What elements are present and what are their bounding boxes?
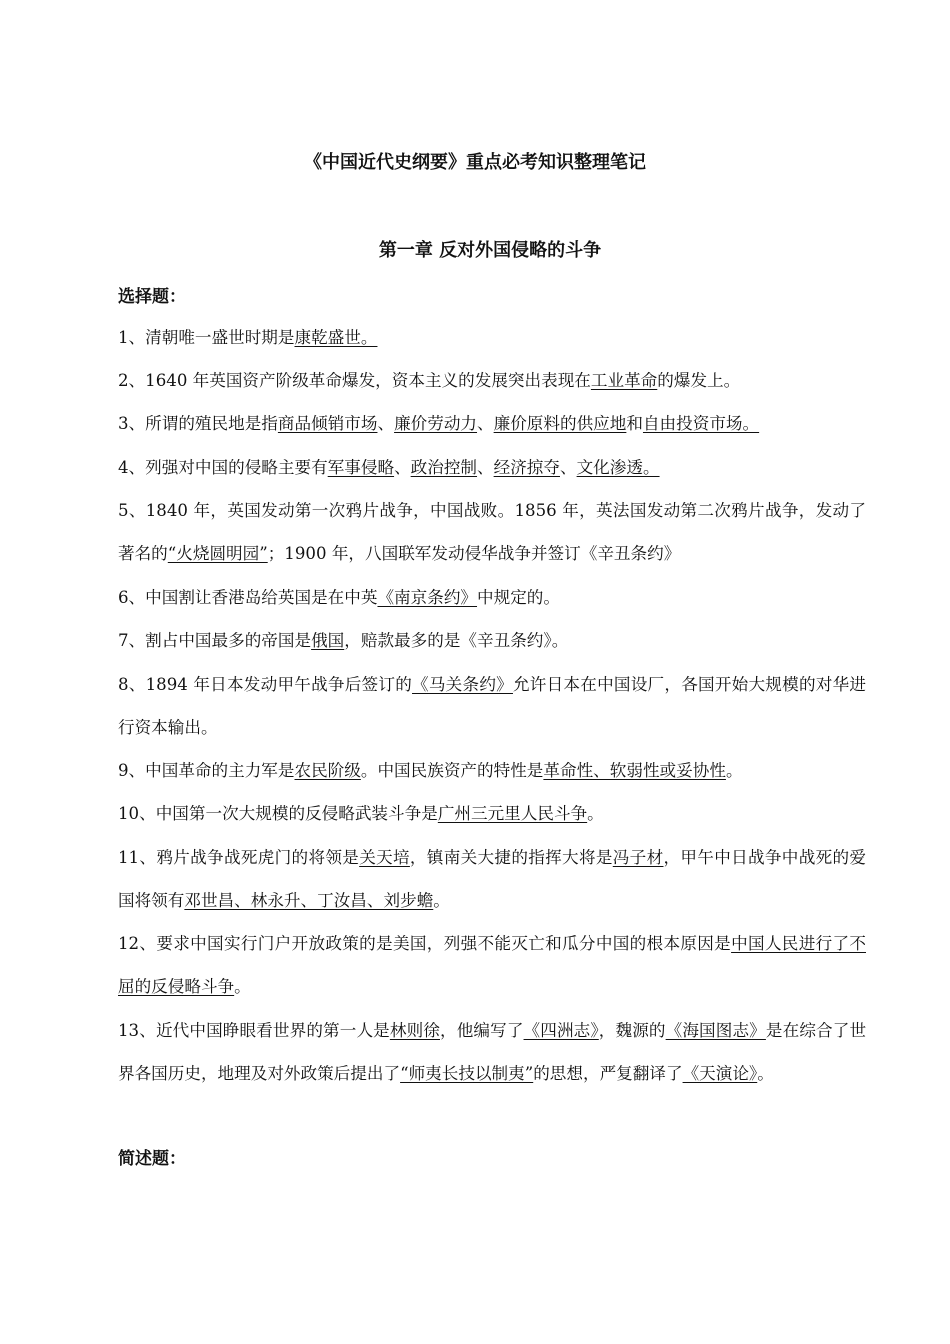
- question-item-8: [118, 663, 866, 750]
- question-item-2: [118, 359, 866, 402]
- answer-text: 农民阶级: [294, 761, 361, 780]
- question-item-7: [118, 619, 866, 662]
- question-text: 10、中国第一次大规模的反侵略武装斗争是: [118, 804, 438, 823]
- answer-text: “火烧圆明园”: [167, 544, 268, 564]
- question-text: 、: [477, 458, 494, 477]
- answer-text: 工业革命: [590, 371, 658, 390]
- section-heading-short-answer: 简述题：: [118, 1149, 186, 1169]
- question-text: ，镇南关大捷的指挥大将是: [409, 848, 613, 867]
- question-text: 9、中国革命的主力军是: [118, 761, 295, 780]
- question-item-3: [118, 402, 866, 445]
- question-item-4: [118, 446, 866, 489]
- question-item-5: [118, 489, 866, 576]
- question-text: ，他编写了: [440, 1021, 524, 1040]
- question-text: 5、1840 年，英国发动第一次鸦片战争，中国战败。1856 年，英法国发动第二次鸦片战争，发动了著名的: [118, 501, 866, 564]
- answer-text: 革命性、软弱性或妥协性: [543, 761, 726, 780]
- question-text: 11、鸦片战争战死虎门的将领是: [118, 848, 360, 867]
- question-text: 。: [234, 977, 251, 997]
- question-text: 的爆发上。: [657, 371, 741, 390]
- question-text: 的思想，严复翻译了: [533, 1064, 683, 1084]
- answer-text: 政治控制: [410, 458, 478, 477]
- answer-text: 军事侵略: [327, 458, 395, 477]
- question-item-6: [118, 576, 866, 619]
- answer-text: 《天演论》: [682, 1064, 758, 1084]
- question-text: 。: [433, 891, 450, 911]
- question-item-11: [118, 836, 866, 923]
- answer-text: 关天培: [359, 848, 410, 867]
- question-text: 8、1894 年日本发动甲午战争后签订的: [118, 675, 413, 694]
- chapter-heading: 第一章 反对外国侵略的斗争: [378, 240, 602, 261]
- answer-text: 文化渗透。: [576, 458, 660, 477]
- question-text: 4、列强对中国的侵略主要有: [118, 458, 328, 477]
- question-text: ，甲午中日战争中战死的爱国将领有: [118, 848, 867, 911]
- answer-text: 《四洲志》: [523, 1021, 599, 1040]
- question-text: 2、1640 年英国资产阶级革命爆发，资本主义的发展突出表现在: [118, 371, 591, 390]
- question-text: ，赔款最多的是《辛丑条约》。: [344, 631, 569, 650]
- question-text: 3、所谓的殖民地是指: [118, 414, 278, 433]
- answer-text: 《南京条约》: [377, 588, 478, 607]
- answer-text: 邓世昌、林永升、丁汝昌、刘步蟾: [184, 891, 434, 911]
- question-text: 7、割占中国最多的帝国是: [118, 631, 312, 650]
- answer-text: 商品倾销市场: [277, 414, 378, 433]
- answer-text: 康乾盛世。: [294, 328, 378, 347]
- answer-text: 《马关条约》: [412, 675, 513, 694]
- question-item-1: [118, 316, 866, 359]
- answer-text: 《海国图志》: [665, 1021, 766, 1040]
- answer-text: 林则徐: [389, 1021, 440, 1040]
- question-text: 1、清朝唯一盛世时期是: [118, 328, 295, 347]
- question-text: 6、中国割让香港岛给英国是在中英: [118, 588, 378, 607]
- question-text: ；1900 年，八国联军发动侵华战争并签订《辛丑条约》: [267, 544, 681, 564]
- question-item-13: [118, 1009, 866, 1096]
- question-text: 。: [587, 804, 604, 823]
- question-text: 。中国民族资产的特性是: [360, 761, 544, 780]
- question-text: 、: [477, 414, 494, 433]
- section-heading-choice: 选择题：: [118, 287, 186, 307]
- question-text: 。: [757, 1064, 774, 1084]
- question-text: 。: [725, 761, 743, 780]
- question-item-9: [118, 749, 866, 792]
- question-text: 是在综合了世界各国历史，地理及对外政策后提出了: [118, 1021, 867, 1084]
- answer-text: “师夷长技以制夷”: [400, 1064, 534, 1084]
- question-text: 中规定的。: [477, 588, 560, 607]
- answer-text: 廉价原料的供应地: [493, 414, 627, 433]
- answer-text: 冯子材: [612, 848, 664, 867]
- question-text: 13、近代中国睁眼看世界的第一人是: [118, 1021, 390, 1040]
- question-text: 和: [626, 414, 643, 433]
- answer-text: 经济掠夺: [493, 458, 560, 477]
- answer-text: 自由投资市场。: [642, 414, 760, 433]
- answer-text: 广州三元里人民斗争: [437, 804, 588, 823]
- document-title: 《中国近代史纲要》重点必考知识整理笔记: [304, 152, 646, 173]
- question-item-10: [118, 792, 866, 835]
- answer-text: 俄国: [311, 631, 345, 650]
- question-text: 、: [394, 458, 411, 477]
- question-text: ，魏源的: [598, 1021, 666, 1040]
- answer-text: 中国人民进行了不屈的反侵略斗争: [118, 934, 866, 997]
- question-text: 、: [560, 458, 577, 477]
- question-text: 允许日本在中国设厂，各国开始大规模的对华进行资本输出。: [118, 675, 867, 738]
- question-text: 、: [377, 414, 395, 433]
- question-item-12: [118, 922, 866, 1009]
- question-text: 12、要求中国实行门户开放政策的是美国，列强不能灭亡和瓜分中国的根本原因是: [118, 934, 732, 953]
- answer-text: 廉价劳动力: [394, 414, 478, 433]
